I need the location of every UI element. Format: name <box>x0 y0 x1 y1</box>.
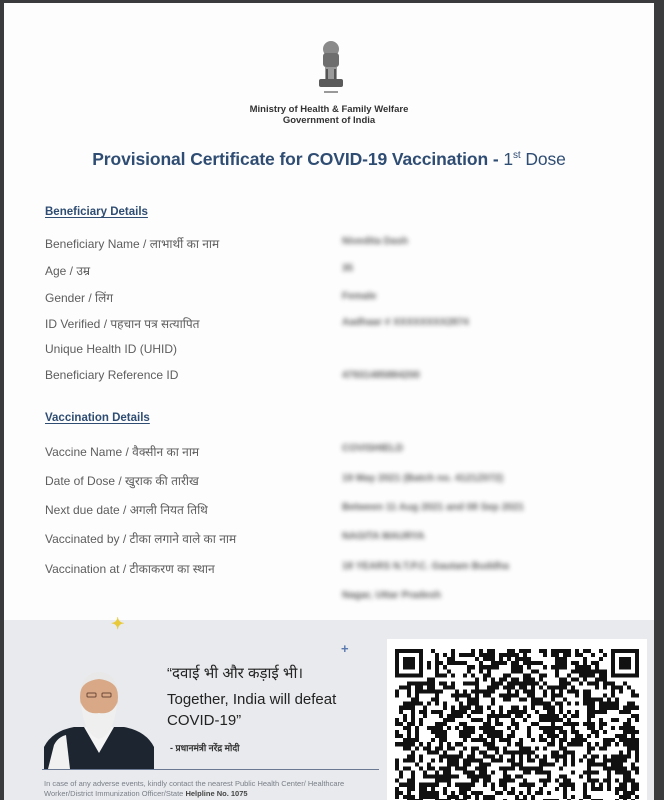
gender-value: Female <box>342 291 377 302</box>
date-of-dose-label: Date of Dose / खुराक की तारीख <box>45 474 199 488</box>
title-main: Provisional Certificate for COVID-19 Vaccination - <box>92 149 504 169</box>
age-label: Age / उम्र <box>45 264 91 278</box>
reference-id-label: Beneficiary Reference ID <box>45 368 179 382</box>
gender-label: Gender / लिंग <box>45 291 114 305</box>
next-due-date-label: Next due date / अगली नियत तिथि <box>45 503 208 517</box>
id-verified-value: Aadhaar # XXXXXXXX2874 <box>342 317 469 328</box>
vaccinated-by-value: NAGITA MAURYA <box>342 531 425 542</box>
vaccination-at-value: 18 YEARS N.T.P.C. Gautam Buddha <box>342 561 509 572</box>
beneficiary-name-label: Beneficiary Name / लाभार्थी का नाम <box>45 237 220 251</box>
vaccine-name-value: COVISHIELD <box>342 443 404 454</box>
prime-minister-portrait <box>44 663 154 769</box>
date-of-dose-value: 19 May 2021 (Batch no. 4121Z072) <box>342 473 504 484</box>
plus-sparkle-icon: + <box>341 641 349 656</box>
government-name: Government of India <box>282 115 376 126</box>
banner-divider <box>42 769 379 770</box>
id-verified-label: ID Verified / पहचान पत्र सत्यापित <box>45 317 200 331</box>
beneficiary-details-heading: Beneficiary Details <box>45 206 148 218</box>
qr-code-icon <box>395 649 639 800</box>
dose-word: Dose <box>520 149 566 169</box>
dose-number: 1 <box>503 149 513 169</box>
qr-code-panel <box>387 639 647 800</box>
adverse-events-note <box>44 779 384 799</box>
reference-id-value: 47931485884200 <box>342 370 420 381</box>
quote-hindi: “दवाई भी और कड़ाई भी। <box>167 665 304 682</box>
vaccine-name-label: Vaccine Name / वैक्सीन का नाम <box>45 445 200 459</box>
national-emblem-icon <box>312 39 350 97</box>
age-value: 35 <box>342 263 354 274</box>
next-due-date-value: Between 11 Aug 2021 and 08 Sep 2021 <box>342 502 524 513</box>
adverse-events-text: In case of any adverse events, kindly contact the nearest Public Health Center/ Healthcare Worker/District Immunization Officer/State <box>44 779 345 798</box>
vaccination-at-label: Vaccination at / टीकाकरण का स्थान <box>45 562 215 576</box>
ministry-name: Ministry of Health & Family Welfare <box>249 104 409 115</box>
sparkle-icon: ✦ <box>111 616 125 633</box>
vaccinated-by-label: Vaccinated by / टीका लगाने वाले का नाम <box>45 532 237 546</box>
vaccination-details-heading: Vaccination Details <box>45 412 150 424</box>
vaccination-at-value-line2: Nagar, Uttar Pradesh <box>342 590 441 601</box>
quote-english: Together, India will defeat COVID-19” <box>167 691 337 729</box>
helpline-number: Helpline No. 1075 <box>185 789 248 798</box>
quote-attribution: - प्रधानमंत्री नरेंद्र मोदी <box>170 743 240 753</box>
dose-suffix: st <box>512 150 521 162</box>
certificate-title <box>4 149 654 170</box>
uhid-label: Unique Health ID (UHID) <box>45 342 178 356</box>
beneficiary-name-value: Nivedita Dash <box>342 236 409 247</box>
certificate-page <box>4 3 654 800</box>
